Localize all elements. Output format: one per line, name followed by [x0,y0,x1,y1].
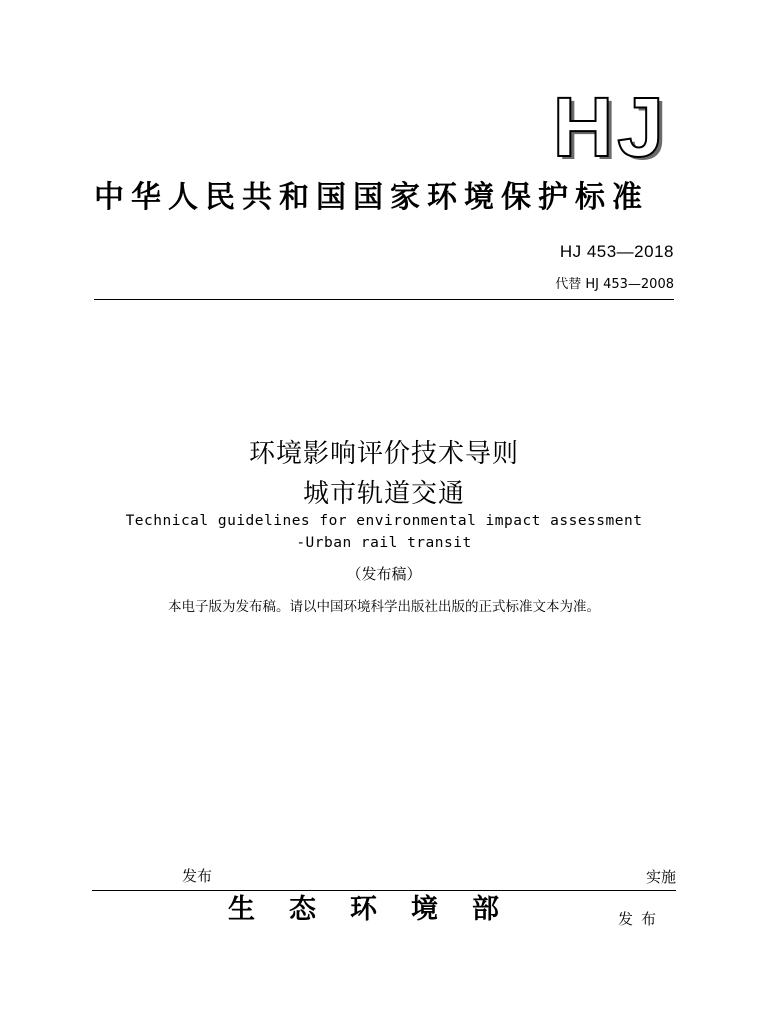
edition-note: 本电子版为发布稿。请以中国环境科学出版社出版的正式标准文本为准。 [168,599,600,615]
organization-title: 中华人民共和国国家环境保护标准 [94,180,649,215]
title-en-line1: Technical guidelines for environmental impact assessment [125,513,643,529]
title-cn-line1: 环境影响评价技术导则 [248,439,519,469]
document-title-cn [0,434,768,514]
issued-date-label: 发布 [182,867,213,885]
document-title-en [0,510,768,554]
top-divider [94,299,674,300]
standard-number: HJ 453—2018 [559,242,674,261]
title-en-line2: -Urban rail transit [296,535,472,551]
issue-word: 发布 [618,910,665,928]
draft-label: （发布稿） [346,565,422,583]
replaces-standard: 代替 HJ 453—2008 [555,277,674,292]
issuing-authority: 生态环境部 [228,894,533,925]
implemented-date-label: 实施 [645,868,676,886]
title-cn-line2: 城市轨道交通 [302,479,465,509]
hj-logo: HJ [552,80,668,174]
